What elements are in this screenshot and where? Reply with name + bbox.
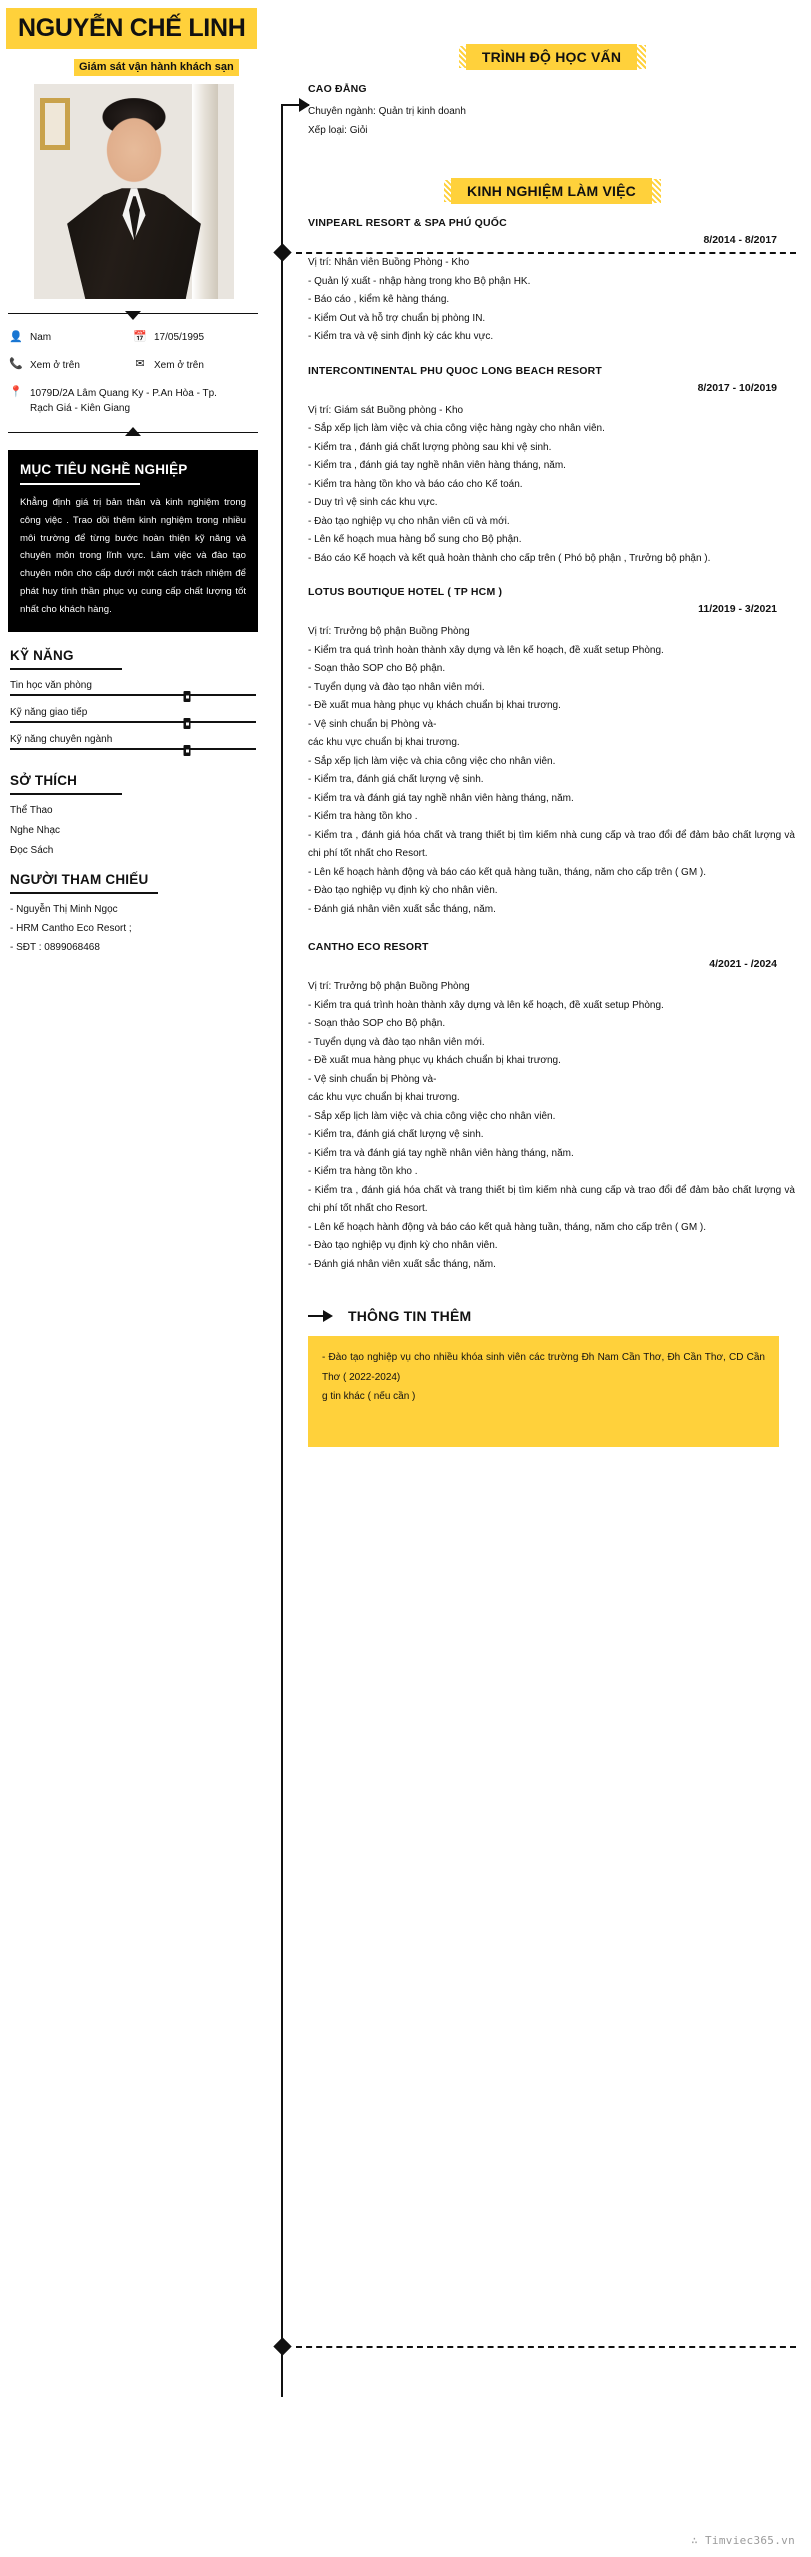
divider-bottom <box>8 428 258 438</box>
job-line: - Kiểm tra quá trình hoàn thành xây dựng và lên kế hoạch, đề xuất setup Phòng. <box>308 644 664 656</box>
left-column <box>0 0 266 981</box>
skill-slider[interactable] <box>10 748 256 757</box>
job-line: - Đề xuất mua hàng phục vụ khách chuẩn bị khai trương. <box>308 1055 561 1066</box>
job-line: - Kiểm tra, đánh giá chất lượng vệ sinh. <box>308 774 484 785</box>
education-line: Chuyên ngành: Quản trị kinh doanh <box>308 106 466 117</box>
objective-title: MỤC TIÊU NGHỀ NGHIỆP <box>20 462 188 478</box>
contact-address-value <box>30 386 217 416</box>
contact-dob-value: 17/05/1995 <box>154 332 205 344</box>
job-line: Vị trí: Nhân viên Buồng Phòng - Kho <box>308 257 470 268</box>
experience-item <box>270 365 795 569</box>
hobbies-title: SỞ THÍCH <box>10 773 78 789</box>
job-company: CANTHO ECO RESORT <box>308 941 429 953</box>
job-line: - Kiểm tra và đánh giá tay nghề nhân viên hàng tháng, năm. <box>308 1147 574 1159</box>
job-date: 8/2014 - 8/2017 <box>703 234 777 246</box>
job-company: VINPEARL RESORT & SPA PHÚ QUỐC <box>308 217 507 229</box>
education-line: Xếp loại: Giỏi <box>308 124 368 136</box>
job-line: - Đề xuất mua hàng phục vụ khách chuẩn bị khai trương. <box>308 700 561 711</box>
arrow-right-icon <box>308 1309 334 1323</box>
list-item: - SĐT : 0899068468 <box>10 942 100 954</box>
job-date: 4/2021 - /2024 <box>709 958 777 970</box>
footer-brand: ∴ Timviec365.vn <box>691 2534 795 2547</box>
job-date: 8/2017 - 10/2019 <box>697 381 777 394</box>
job-line: - Duy trì vệ sinh các khu vực. <box>308 497 438 508</box>
divider-top <box>8 309 258 319</box>
job-line: Vị trí: Giám sát Buồng phòng - Kho <box>308 404 464 416</box>
job-line: - Kiểm tra hàng tồn kho . <box>308 1166 418 1177</box>
skill-label: Kỹ năng chuyên ngành <box>10 734 113 746</box>
objective-box <box>8 450 258 632</box>
skill-label: Tin học văn phòng <box>10 680 92 692</box>
job-line: - Kiểm tra và vệ sinh định kỳ các khu vực. <box>308 331 494 342</box>
triangle-down-icon <box>125 311 141 320</box>
job-line: - Sắp xếp lịch làm việc và chia công việc hàng ngày cho nhân viên. <box>308 423 605 434</box>
references-section <box>10 872 256 953</box>
job-line: Vị trí: Trưởng bộ phận Buồng Phòng <box>308 626 470 637</box>
phone-icon: 📞 <box>9 358 23 371</box>
list-item: - Nguyễn Thị Minh Ngọc <box>10 904 118 916</box>
job-line: - Vệ sinh chuẩn bị Phòng và- <box>308 1073 437 1085</box>
job-line: - Tuyển dụng và đào tạo nhân viên mới. <box>308 681 485 693</box>
experience-item <box>270 941 795 1274</box>
contact-address-line1: 1079D/2A Lâm Quang Ky - P.An Hòa - Tp. <box>30 388 217 400</box>
skill-slider-handle[interactable] <box>184 745 191 756</box>
mail-icon: ✉ <box>135 358 145 371</box>
job-line: - Đánh giá nhân viên xuất sắc tháng, năm. <box>308 1258 496 1270</box>
extra-section-title: THÔNG TIN THÊM <box>348 1308 472 1324</box>
job-line: - Soạn thảo SOP cho Bộ phận. <box>308 663 446 674</box>
job-line: - Kiểm tra hàng tồn kho và báo cáo cho Kế toán. <box>308 478 523 490</box>
education-section <box>270 83 795 140</box>
job-line: - Kiểm tra , đánh giá chất lượng phòng sau khi vệ sinh. <box>308 441 552 453</box>
job-line: - Tuyển dụng và đào tạo nhân viên mới. <box>308 1036 485 1048</box>
job-line: - Kiểm tra quá trình hoàn thành xây dựng và lên kế hoạch, đề xuất setup Phòng. <box>308 999 664 1011</box>
job-date: 11/2019 - 3/2021 <box>698 603 777 615</box>
skill-label: Kỹ năng giao tiếp <box>10 707 88 719</box>
references-title: NGƯỜI THAM CHIẾU <box>10 872 149 888</box>
contact-block <box>10 331 256 416</box>
calendar-icon: 📅 <box>133 330 147 343</box>
skill-item <box>10 707 256 730</box>
job-line: - Kiểm tra và đánh giá tay nghề nhân viên hàng tháng, năm. <box>308 792 574 804</box>
skill-slider[interactable] <box>10 694 256 703</box>
timeline-dashed-line <box>296 2346 796 2348</box>
list-item: Nghe Nhạc <box>10 825 61 837</box>
experience-item <box>270 586 795 919</box>
extra-section-header <box>270 1308 795 1324</box>
hobbies-underline <box>10 793 122 795</box>
education-section-title: TRÌNH ĐỘ HỌC VẤN <box>466 44 637 70</box>
extra-line: g tin khác ( nếu cần ) <box>322 1391 416 1402</box>
contact-phone-value: Xem ở trên <box>30 359 80 371</box>
job-line: - Báo cáo , kiểm kê hàng tháng. <box>308 294 450 305</box>
triangle-up-icon <box>125 427 141 436</box>
job-line: - Kiểm tra , đánh giá tay nghề nhân viên hàng tháng, năm. <box>308 460 566 471</box>
job-title: Giám sát vận hành khách sạn <box>79 61 234 74</box>
location-icon: 📍 <box>9 385 23 398</box>
objective-underline <box>20 483 140 485</box>
skill-item <box>10 680 256 703</box>
job-line: - Đào tạo nghiệp vụ định kỳ cho nhân viên. <box>308 885 498 896</box>
name-banner <box>6 8 257 49</box>
list-item: Đọc Sách <box>10 845 54 857</box>
job-line: Vị trí: Trưởng bộ phận Buồng Phòng <box>308 981 470 992</box>
job-line: - Đào tạo nghiệp vụ cho nhân viên cũ và mới. <box>308 515 510 527</box>
skill-slider-handle[interactable] <box>184 718 191 729</box>
experience-item <box>270 217 795 347</box>
job-line: các khu vực chuẩn bị khai trương. <box>308 1092 460 1103</box>
skills-title: KỸ NĂNG <box>10 648 74 664</box>
contact-gender-value: Nam <box>30 332 52 344</box>
photo-frame-prop <box>40 98 70 150</box>
job-line: - Soạn thảo SOP cho Bộ phận. <box>308 1018 446 1029</box>
job-title-banner <box>74 59 239 76</box>
job-line: - Đào tạo nghiệp vụ định kỳ cho nhân viên. <box>308 1240 498 1251</box>
job-line: - Kiểm tra , đánh giá hóa chất và trang thiết bị tìm kiếm nhà cung cấp và trao đổi để đảm bảo chất lượng và chi phí tốt nhất cho Resort. <box>308 1184 795 1214</box>
skill-slider-handle[interactable] <box>184 691 191 702</box>
objective-text: Khẳng định giá trị bản thân và kinh nghiệm trong công việc . Trao dồi thêm kinh nghiệm trong nhiều môi trường để từng bước hoàn thiện kỹ năng và chuyên môn trong lĩnh vực. Làm việc và đào tạo chuyên môn cho cấp dưới một cách trách nhiệm để phát huy tính thần phục vụ cung cấp chất lượng tốt nhất cho khách hàng. <box>20 497 246 615</box>
contact-gender <box>10 331 134 345</box>
job-line: các khu vực chuẩn bị khai trương. <box>308 737 460 748</box>
page-title: NGUYỄN CHẾ LINH <box>18 14 246 42</box>
list-item: Thể Thao <box>10 805 53 817</box>
photo-pillar-prop <box>192 84 218 299</box>
skills-section <box>10 648 256 757</box>
education-degree: CAO ĐẲNG <box>308 83 367 95</box>
experience-section-header <box>270 178 795 204</box>
job-line: - Sắp xếp lịch làm việc và chia công việc cho nhân viên. <box>308 755 556 767</box>
references-underline <box>10 892 158 894</box>
job-line: - Kiểm Out và hỗ trợ chuẩn bị phòng IN. <box>308 312 486 324</box>
job-line: - Lên kế hoạch hành động và báo cáo kết quả hàng tuần, tháng, năm cho cấp trên ( GM ). <box>308 1221 707 1233</box>
contact-dob <box>134 331 256 345</box>
skill-item <box>10 734 256 757</box>
experience-section-title: KINH NGHIỆM LÀM VIỆC <box>451 178 652 204</box>
education-section-header <box>270 44 795 70</box>
avatar <box>34 84 234 299</box>
job-line: - Kiểm tra hàng tồn kho . <box>308 811 418 822</box>
skills-underline <box>10 668 122 670</box>
contact-address-line2: Rạch Giá - Kiên Giang <box>30 403 131 415</box>
portrait-photo <box>34 84 234 299</box>
person-icon: 👤 <box>9 330 23 343</box>
contact-email-value: Xem ở trên <box>154 359 204 371</box>
skill-slider[interactable] <box>10 721 256 730</box>
contact-address <box>10 386 256 416</box>
extra-info-box <box>308 1336 779 1447</box>
contact-email <box>134 359 256 373</box>
timeline-diamond-icon <box>273 2337 291 2355</box>
job-line: - Kiểm tra, đánh giá chất lượng vệ sinh. <box>308 1129 484 1140</box>
job-line: - Vệ sinh chuẩn bị Phòng và- <box>308 718 437 730</box>
list-item: - HRM Cantho Eco Resort ; <box>10 923 132 935</box>
job-line: - Kiểm tra , đánh giá hóa chất và trang thiết bị tìm kiếm nhà cung cấp và trao đổi để đảm bảo chất lượng và chi phí tốt nhất cho Resort. <box>308 829 795 859</box>
hobbies-section <box>10 773 256 856</box>
job-line: - Báo cáo Kế hoạch và kết quả hoàn thành cho cấp trên ( Phó bộ phận , Trưởng bộ phận ). <box>308 552 711 564</box>
contact-phone <box>10 359 134 373</box>
job-line: - Lên kế hoạch mua hàng bổ sung cho Bộ phận. <box>308 534 522 545</box>
job-line: - Sắp xếp lịch làm việc và chia công việc cho nhân viên. <box>308 1110 556 1122</box>
job-line: - Quản lý xuất - nhập hàng trong kho Bộ phận HK. <box>308 275 531 287</box>
job-company: INTERCONTINENTAL PHU QUOC LONG BEACH RESORT <box>308 364 603 377</box>
job-company: LOTUS BOUTIQUE HOTEL ( TP HCM ) <box>308 586 503 598</box>
right-column <box>270 0 811 1447</box>
extra-line: - Đào tạo nghiệp vụ cho nhiều khóa sinh viên các trường Đh Nam Cần Thơ, Đh Cần Thơ, CD Cần Thơ ( 2022-2024) <box>322 1352 765 1383</box>
job-line: - Lên kế hoạch hành động và báo cáo kết quả hàng tuần, tháng, năm cho cấp trên ( GM ). <box>308 866 707 878</box>
job-line: - Đánh giá nhân viên xuất sắc tháng, năm. <box>308 903 496 915</box>
